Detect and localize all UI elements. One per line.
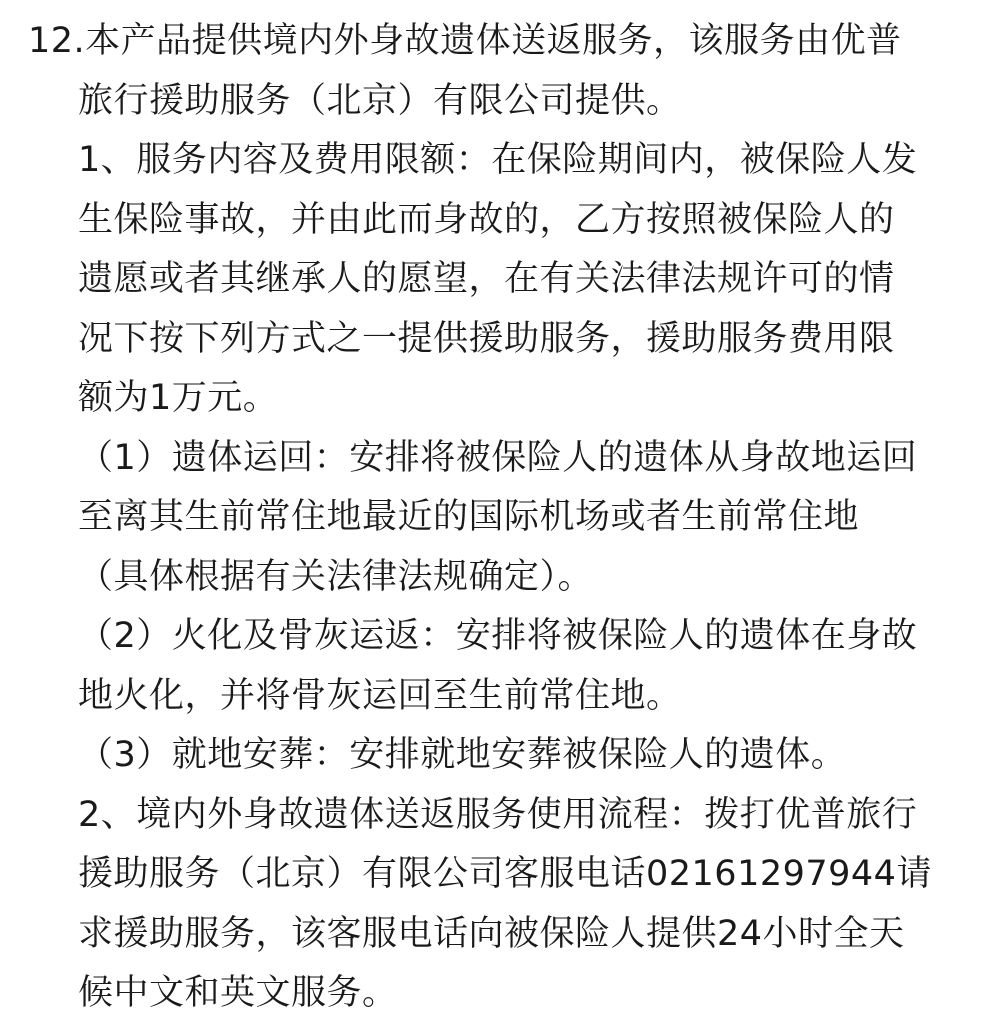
- clause-heading-line-1: 12.本产品提供境内外身故遗体送返服务，该服务由优普: [28, 21, 902, 61]
- service-content-line-5: 额为1万元。: [78, 378, 279, 418]
- process-line-1: 2、境内外身故遗体送返服务使用流程：拨打优普旅行: [78, 794, 918, 835]
- service-content-line-3: 遗愿或者其继承人的愿望，在有关法律法规许可的情: [78, 259, 895, 299]
- clause-heading-line-2: 旅行援助服务（北京）有限公司提供。: [78, 80, 682, 121]
- item-1-line-1: （1）遗体运回：安排将被保险人的遗体从身故地运回: [78, 437, 918, 478]
- item-2-line-2: 地火化，并将骨灰运回至生前常住地。: [78, 675, 682, 716]
- process-line-4: 候中文和英文服务。: [78, 973, 398, 1013]
- item-1-line-2: 至离其生前常住地最近的国际机场或者生前常住地: [78, 497, 860, 537]
- process-line-3: 求援助服务，该客服电话向被保险人提供24小时全天: [78, 913, 905, 954]
- item-2-line-1: （2）火化及骨灰运返：安排将被保险人的遗体在身故: [78, 616, 918, 656]
- process-line-2: 援助服务（北京）有限公司客服电话02161297944请: [78, 854, 932, 894]
- service-content-line-2: 生保险事故，并由此而身故的，乙方按照被保险人的: [78, 199, 895, 240]
- item-1-line-3: （具体根据有关法律法规确定）。: [78, 556, 594, 597]
- item-3-line-1: （3）就地安葬：安排就地安葬被保险人的遗体。: [78, 735, 847, 775]
- service-content-line-1: 1、服务内容及费用限额：在保险期间内，被保险人发: [78, 140, 918, 180]
- service-content-line-4: 况下按下列方式之一提供援助服务，援助服务费用限: [78, 318, 895, 359]
